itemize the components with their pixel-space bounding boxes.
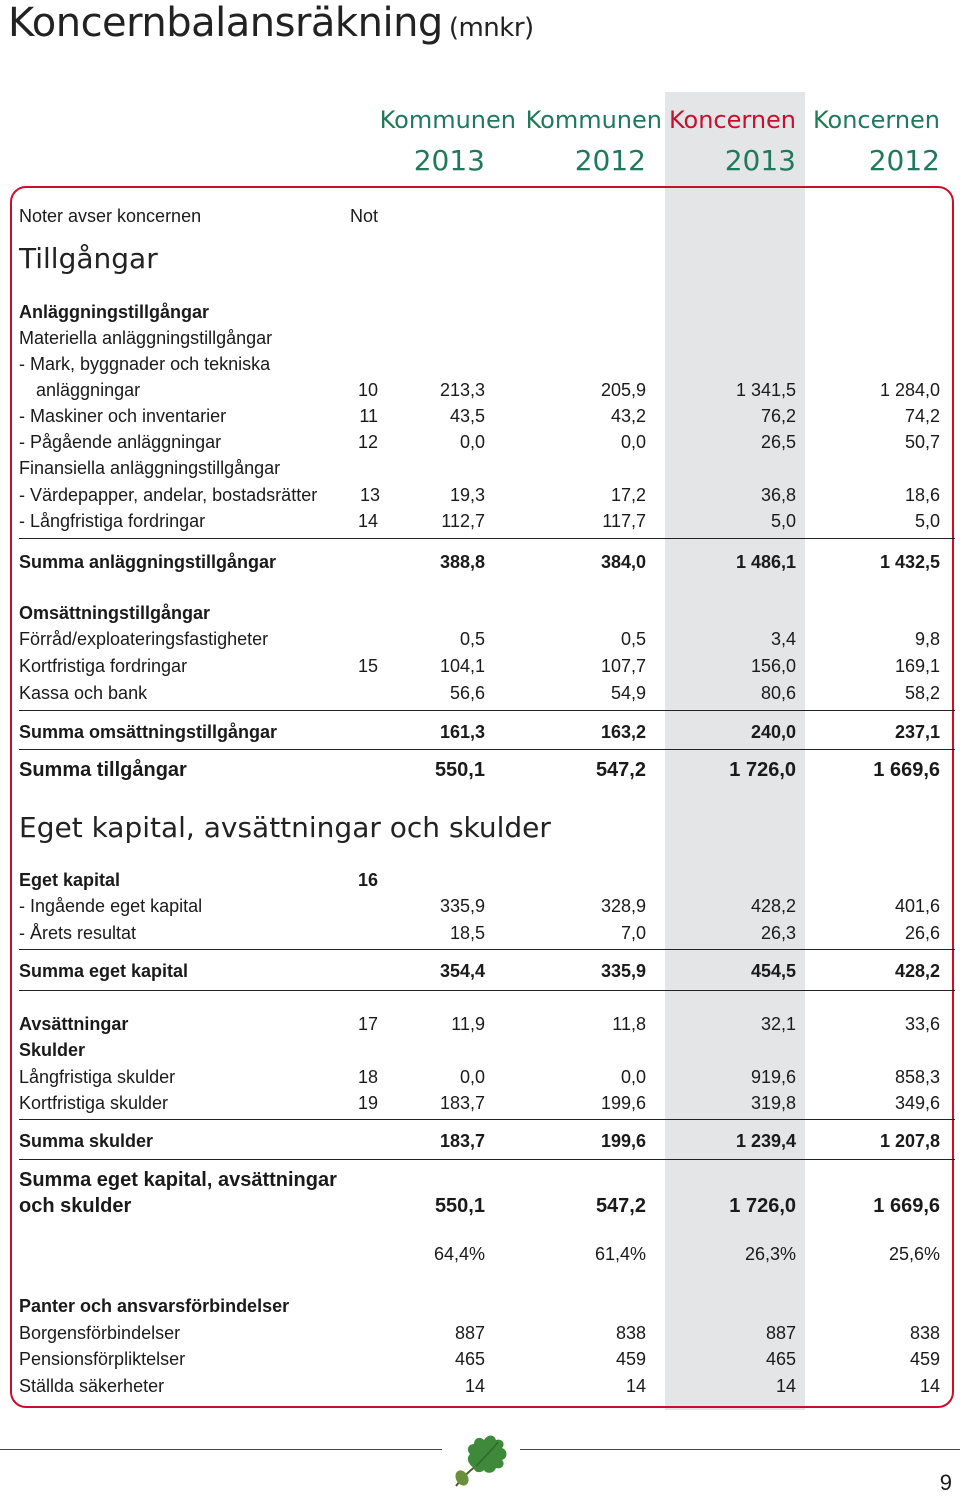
- table-row: [0, 1346, 960, 1372]
- cell-kommunen-2013: 0,5: [459, 629, 485, 649]
- row-label: Summa skulder: [19, 1131, 154, 1151]
- row-note: 17: [357, 1014, 378, 1034]
- notes-label: Noter avser koncernen: [19, 206, 202, 226]
- table-row: [0, 299, 960, 325]
- cell-kommunen-2012: 547,2: [595, 1195, 646, 1217]
- cell-koncernen-2012: 1 207,8: [879, 1131, 940, 1151]
- cell-koncernen-2012: 169,1: [894, 656, 940, 676]
- row-label: - Pågående anläggningar: [19, 432, 222, 452]
- cell-kommunen-2013: 183,7: [439, 1093, 485, 1113]
- cell-kommunen-2012: 7,0: [620, 923, 646, 943]
- table-row: [0, 325, 960, 351]
- table-row-total: [0, 757, 960, 783]
- row-label: - Värdepapper, andelar, bostadsrätter: [19, 485, 318, 505]
- cell-koncernen-2012: 74,2: [904, 406, 940, 426]
- footer-line-left: [0, 1449, 442, 1450]
- cell-kommunen-2013: 19,3: [449, 485, 485, 505]
- table-row: [0, 1037, 960, 1063]
- notes-header-row: [0, 203, 960, 229]
- row-label: - Mark, byggnader och tekniska: [19, 354, 271, 374]
- row-label: Anläggningstillgångar: [19, 302, 210, 322]
- row-label: Skulder: [19, 1040, 86, 1060]
- cell-koncernen-2013: 1 239,4: [735, 1131, 796, 1151]
- divider: [19, 538, 955, 539]
- row-label: Summa anläggningstillgångar: [19, 552, 277, 572]
- cell-kommunen-2012: 199,6: [600, 1093, 646, 1113]
- cell-koncernen-2013: 1 486,1: [735, 552, 796, 572]
- oak-leaf-icon: [448, 1428, 516, 1490]
- cell-kommunen-2012: 838: [615, 1323, 646, 1343]
- cell-kommunen-2013: 14: [464, 1376, 485, 1396]
- cell-koncernen-2013: 1 726,0: [729, 759, 796, 781]
- cell-koncernen-2013: 26,3: [760, 923, 796, 943]
- table-row: [0, 455, 960, 481]
- table-row: [0, 680, 960, 706]
- cell-koncernen-2012: 18,6: [904, 485, 940, 505]
- table-row: [0, 377, 960, 403]
- row-label: Panter och ansvarsförbindelser: [19, 1296, 290, 1316]
- cell-koncernen-2012: 1 284,0: [879, 380, 940, 400]
- cell-kommunen-2013: 18,5: [449, 923, 485, 943]
- row-label: Summa eget kapital, avsättningar: [19, 1169, 337, 1191]
- title-unit: (mnkr): [448, 13, 534, 43]
- cell-koncernen-2013: 26,5: [760, 432, 796, 452]
- cell-koncernen-2013: 32,1: [760, 1014, 796, 1034]
- row-label: Förråd/exploateringsfastigheter: [19, 629, 269, 649]
- cell-koncernen-2013: 1 341,5: [735, 380, 796, 400]
- section-title-equity: Eget kapital, avsättningar och skulder: [19, 811, 551, 844]
- cell-koncernen-2012: 26,6: [904, 923, 940, 943]
- table-row: [0, 1373, 960, 1399]
- table-row: [0, 867, 960, 893]
- cell-kommunen-2013: 354,4: [439, 961, 485, 981]
- cell-kommunen-2013: 887: [454, 1323, 485, 1343]
- table-row: [0, 429, 960, 455]
- cell-koncernen-2012: 9,8: [914, 629, 940, 649]
- page-number: 9: [939, 1470, 952, 1495]
- row-label: och skulder: [19, 1195, 132, 1217]
- row-label: Finansiella anläggningstillgångar: [19, 458, 281, 478]
- table-row-total: [0, 1193, 960, 1219]
- table-row: [0, 600, 960, 626]
- cell-koncernen-2012: 401,6: [894, 896, 940, 916]
- table-row-sum: [0, 549, 960, 575]
- col-header-1-year: 2013: [413, 144, 485, 177]
- row-note: 13: [359, 485, 380, 505]
- table-row-sum: [0, 719, 960, 745]
- cell-kommunen-2013: 64,4%: [433, 1244, 485, 1264]
- row-label: Summa tillgångar: [19, 759, 187, 781]
- divider: [19, 990, 955, 991]
- divider: [19, 749, 955, 750]
- row-note: 14: [357, 511, 378, 531]
- cell-koncernen-2012: 428,2: [894, 961, 940, 981]
- table-row: [0, 1011, 960, 1037]
- cell-kommunen-2013: 213,3: [439, 380, 485, 400]
- cell-koncernen-2013: 5,0: [770, 511, 796, 531]
- cell-koncernen-2013: 36,8: [760, 485, 796, 505]
- cell-kommunen-2012: 61,4%: [594, 1244, 646, 1264]
- cell-kommunen-2013: 0,0: [459, 1067, 485, 1087]
- cell-kommunen-2012: 54,9: [610, 683, 646, 703]
- table-row: [0, 482, 960, 508]
- table-row: [0, 893, 960, 919]
- cell-kommunen-2012: 328,9: [600, 896, 646, 916]
- row-label: Omsättningstillgångar: [19, 603, 211, 623]
- cell-koncernen-2013: 428,2: [750, 896, 796, 916]
- row-label: Kortfristiga skulder: [19, 1093, 169, 1113]
- cell-kommunen-2012: 199,6: [600, 1131, 646, 1151]
- page-title: [8, 0, 534, 46]
- col-header-2-year: 2012: [574, 144, 646, 177]
- cell-kommunen-2012: 43,2: [610, 406, 646, 426]
- col-header-4-name: Koncernen: [812, 106, 940, 134]
- cell-koncernen-2013: 454,5: [750, 961, 796, 981]
- row-label: Summa omsättningstillgångar: [19, 722, 278, 742]
- row-label: Kortfristiga fordringar: [19, 656, 188, 676]
- cell-kommunen-2012: 0,0: [620, 1067, 646, 1087]
- cell-kommunen-2012: 107,7: [600, 656, 646, 676]
- cell-koncernen-2012: 14: [919, 1376, 940, 1396]
- row-note: 18: [357, 1067, 378, 1087]
- cell-koncernen-2013: 3,4: [770, 629, 796, 649]
- row-label: Borgensförbindelser: [19, 1323, 181, 1343]
- cell-kommunen-2012: 547,2: [595, 759, 646, 781]
- row-label: Materiella anläggningstillgångar: [19, 328, 273, 348]
- row-note: 16: [357, 870, 378, 890]
- table-row: [0, 351, 960, 377]
- table-row: [0, 403, 960, 429]
- cell-koncernen-2012: 50,7: [904, 432, 940, 452]
- cell-kommunen-2013: 161,3: [439, 722, 485, 742]
- col-header-3-year: 2013: [724, 144, 796, 177]
- cell-kommunen-2013: 112,7: [441, 511, 485, 531]
- cell-koncernen-2013: 465: [765, 1349, 796, 1369]
- cell-kommunen-2012: 384,0: [600, 552, 646, 572]
- cell-kommunen-2013: 0,0: [459, 432, 485, 452]
- table-row: [0, 626, 960, 652]
- cell-koncernen-2013: 76,2: [760, 406, 796, 426]
- row-label: - Ingående eget kapital: [19, 896, 203, 916]
- title-text: Koncernbalansräkning: [8, 0, 443, 46]
- cell-koncernen-2012: 1 669,6: [873, 1195, 940, 1217]
- cell-kommunen-2012: 205,9: [600, 380, 646, 400]
- row-label: Kassa och bank: [19, 683, 148, 703]
- row-note: 11: [359, 406, 378, 426]
- cell-koncernen-2012: 237,1: [894, 722, 940, 742]
- cell-koncernen-2012: 58,2: [904, 683, 940, 703]
- cell-koncernen-2012: 838: [909, 1323, 940, 1343]
- row-label: Ställda säkerheter: [19, 1376, 165, 1396]
- cell-kommunen-2013: 43,5: [449, 406, 485, 426]
- row-label: Eget kapital: [19, 870, 121, 890]
- row-note: 15: [357, 656, 378, 676]
- table-row-total: [0, 1167, 960, 1193]
- cell-koncernen-2013: 919,6: [750, 1067, 796, 1087]
- section-title-assets: Tillgångar: [19, 242, 158, 275]
- table-row-sum: [0, 958, 960, 984]
- cell-kommunen-2012: 0,5: [620, 629, 646, 649]
- cell-kommunen-2012: 335,9: [600, 961, 646, 981]
- row-note: 19: [357, 1093, 378, 1113]
- cell-kommunen-2013: 56,6: [449, 683, 485, 703]
- cell-kommunen-2012: 0,0: [620, 432, 646, 452]
- table-row: [0, 1090, 960, 1116]
- cell-kommunen-2013: 550,1: [434, 1195, 485, 1217]
- row-label: - Årets resultat: [19, 923, 137, 943]
- row-label: anläggningar: [36, 380, 141, 400]
- cell-koncernen-2012: 459: [909, 1349, 940, 1369]
- cell-kommunen-2012: 163,2: [600, 722, 646, 742]
- col-header-3-name: Koncernen: [668, 106, 796, 134]
- cell-koncernen-2013: 887: [765, 1323, 796, 1343]
- table-row: [0, 920, 960, 946]
- row-label: - Maskiner och inventarier: [19, 406, 227, 426]
- cell-kommunen-2013: 104,1: [439, 656, 485, 676]
- row-label: Långfristiga skulder: [19, 1067, 176, 1087]
- col-header-2-name: Kommunen: [525, 106, 662, 134]
- table-row: [0, 1293, 960, 1319]
- cell-kommunen-2012: 17,2: [610, 485, 646, 505]
- row-label: Summa eget kapital: [19, 961, 189, 981]
- table-row: [0, 653, 960, 679]
- cell-koncernen-2013: 14: [775, 1376, 796, 1396]
- cell-kommunen-2013: 550,1: [434, 759, 485, 781]
- row-note: 10: [357, 380, 378, 400]
- cell-kommunen-2012: 459: [615, 1349, 646, 1369]
- row-label: - Långfristiga fordringar: [19, 511, 206, 531]
- table-row: [0, 1320, 960, 1346]
- table-row-sum: [0, 1128, 960, 1154]
- cell-kommunen-2013: 335,9: [439, 896, 485, 916]
- cell-koncernen-2012: 858,3: [894, 1067, 940, 1087]
- cell-koncernen-2012: 33,6: [904, 1014, 940, 1034]
- cell-koncernen-2013: 319,8: [750, 1093, 796, 1113]
- cell-kommunen-2013: 183,7: [439, 1131, 485, 1151]
- divider: [19, 710, 955, 711]
- cell-koncernen-2013: 26,3%: [744, 1244, 796, 1264]
- cell-koncernen-2013: 80,6: [760, 683, 796, 703]
- cell-koncernen-2012: 1 669,6: [873, 759, 940, 781]
- divider: [19, 1119, 955, 1120]
- row-note: 12: [357, 432, 378, 452]
- cell-koncernen-2013: 240,0: [750, 722, 796, 742]
- cell-kommunen-2013: 465: [454, 1349, 485, 1369]
- cell-kommunen-2012: 11,8: [612, 1014, 646, 1034]
- col-header-1-name: Kommunen: [379, 106, 516, 134]
- cell-koncernen-2012: 349,6: [894, 1093, 940, 1113]
- table-row: [0, 1064, 960, 1090]
- row-label: Pensionsförpliktelser: [19, 1349, 186, 1369]
- table-row: [0, 508, 960, 534]
- divider: [19, 1159, 955, 1160]
- cell-koncernen-2012: 25,6%: [888, 1244, 940, 1264]
- not-label: Not: [349, 206, 378, 226]
- cell-kommunen-2012: 117,7: [602, 511, 646, 531]
- cell-koncernen-2012: 1 432,5: [879, 552, 940, 572]
- row-label: Avsättningar: [19, 1014, 129, 1034]
- cell-koncernen-2013: 1 726,0: [729, 1195, 796, 1217]
- cell-koncernen-2012: 5,0: [914, 511, 940, 531]
- cell-kommunen-2013: 11,9: [451, 1014, 485, 1034]
- footer-line-right: [520, 1449, 960, 1450]
- cell-kommunen-2012: 14: [625, 1376, 646, 1396]
- col-header-4-year: 2012: [868, 144, 940, 177]
- cell-kommunen-2013: 388,8: [439, 552, 485, 572]
- cell-koncernen-2013: 156,0: [750, 656, 796, 676]
- divider: [19, 949, 955, 950]
- table-row-ratio: [0, 1241, 960, 1267]
